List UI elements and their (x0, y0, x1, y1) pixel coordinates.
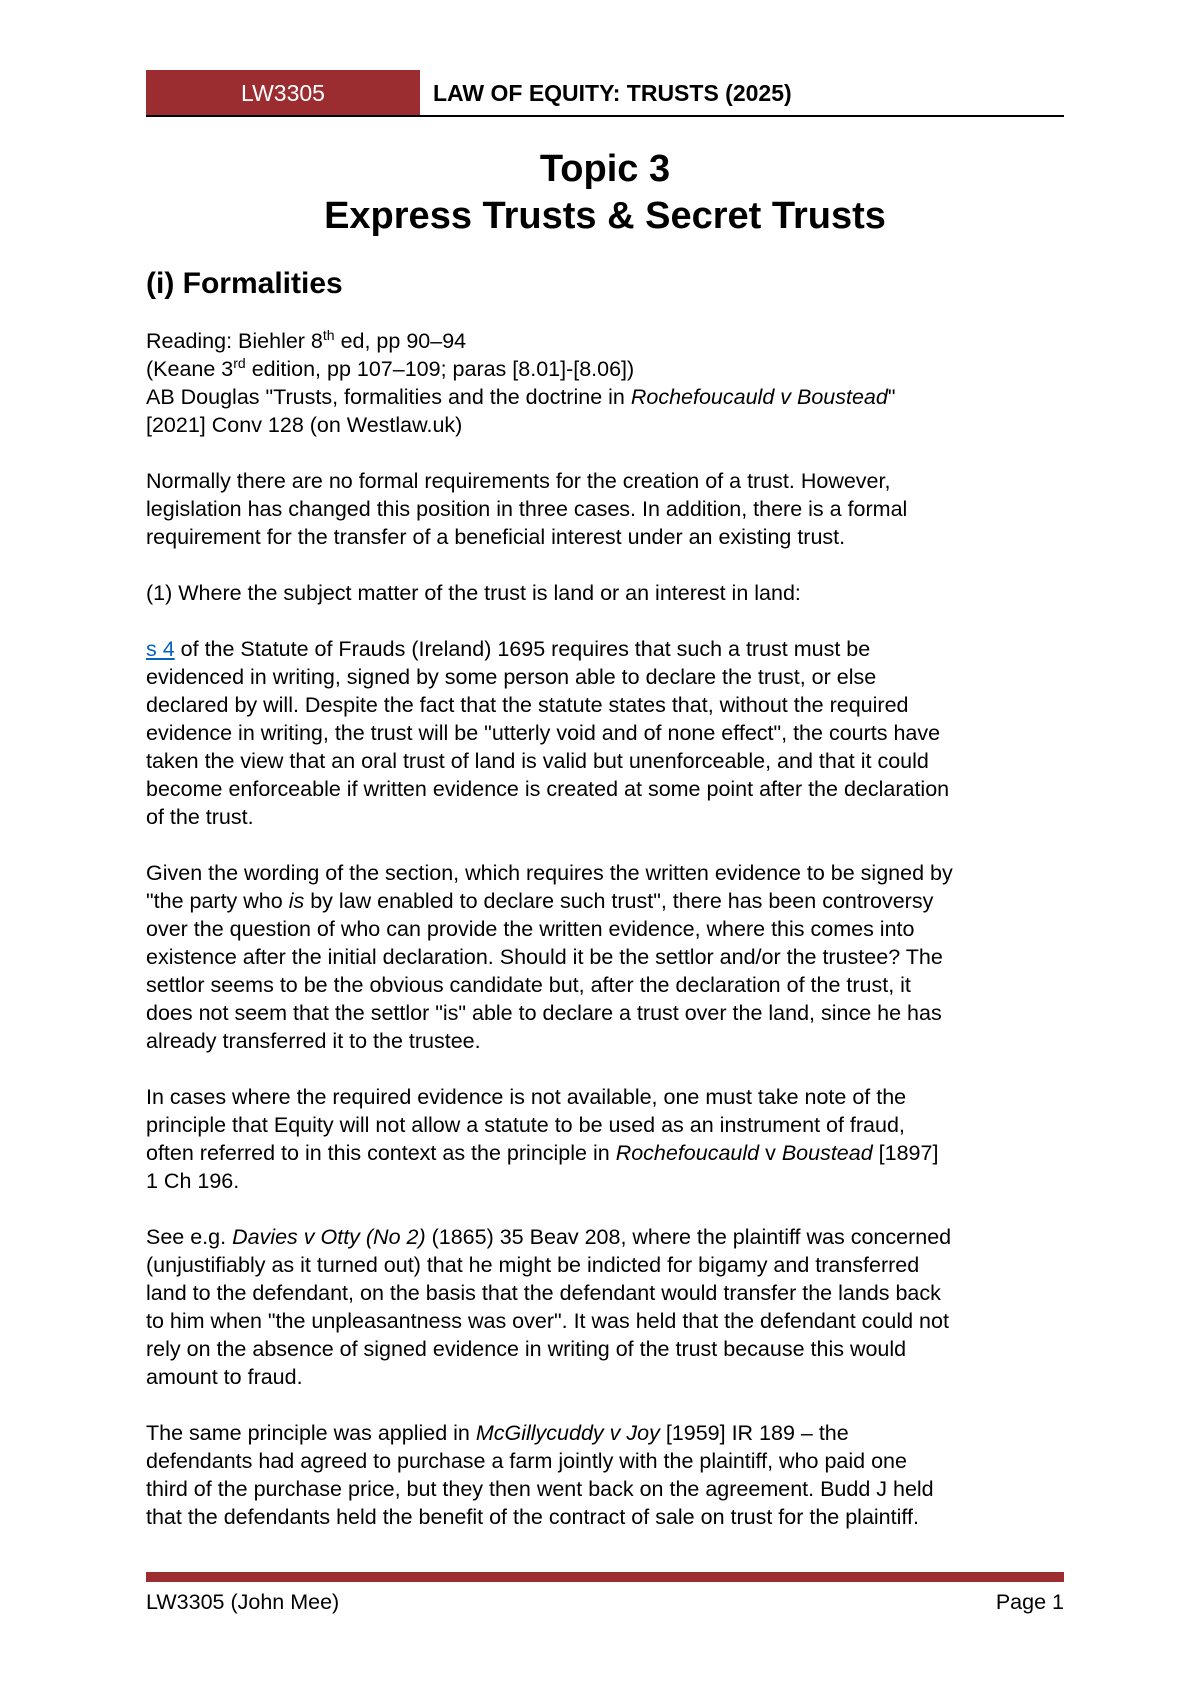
reading-line: AB Douglas "Trusts, formalities and the doctrine in Rochefoucauld v Boustead" (146, 385, 896, 409)
wording-paragraph: Given the wording of the section, which requires the written evidence to be signed by "the party who is by law enabled to declare such trust", there has been controversy over the question of who can provide the written evidence, where this comes into existence after the initial declaration. Should it be the settlor and/or the trustee? The settlor seems to be the obvious candidate but, after the declaration of the trust, it does not seem that the settlor "is" able to declare a trust over the land, since he has already transferred it to the trustee. (146, 861, 953, 1053)
document-body (146, 327, 1086, 1559)
mcgillycuddy-paragraph: The same principle was applied in McGillycuddy v Joy [1959] IR 189 – the defendants had agreed to purchase a farm jointly with the plaintiff, who paid one third of the purchase price, but they then went back on the agreement. Budd J held that the defendants held the benefit of the contract of sale on trust for the plaintiff. (146, 1421, 934, 1529)
footer-rule (146, 1572, 1064, 1582)
course-code-badge: LW3305 (146, 70, 420, 115)
case-heading-land: (1) Where the subject matter of the trust is land or an interest in land: (146, 581, 801, 605)
footer-author: LW3305 (John Mee) (146, 1590, 340, 1614)
document-title (146, 146, 1064, 240)
topic-number: Topic 3 (539, 148, 671, 190)
intro-paragraph: Normally there are no formal requirements for the creation of a trust. However, legislation has changed this position in three cases. In addition, there is a formal requirement for the transfer of a beneficial interest under an existing trust. (146, 469, 908, 549)
reading-list (146, 327, 1086, 439)
topic-title: Express Trusts & Secret Trusts (324, 195, 886, 237)
section-heading: (i) Formalities (146, 267, 343, 300)
reading-line: [2021] Conv 128 (on Westlaw.uk) (146, 413, 463, 437)
statute-link[interactable]: s 4 (146, 637, 175, 661)
davies-paragraph: See e.g. Davies v Otty (No 2) (1865) 35 Beav 208, where the plaintiff was concerned (unjustifiably as it turned out) that he might be indicted for bigamy and transferred land to the defendant, on the basis that the defendant would transfer the lands back to him when "the unpleasantness was over". It was held that the defendant could not rely on the absence of signed evidence in writing of the trust because this would amount to fraud. (146, 1225, 952, 1389)
course-title: LAW OF EQUITY: TRUSTS (2025) (433, 80, 792, 106)
reading-line: Reading: Biehler 8th ed, pp 90–94 (146, 326, 467, 353)
fraud-paragraph: In cases where the required evidence is not available, one must take note of the principle that Equity will not allow a statute to be used as an instrument of fraud, often referred to in this context as the principle in Rochefoucauld v Boustead [1897] 1 Ch 196. (146, 1085, 939, 1193)
page-number: Page 1 (995, 1590, 1064, 1614)
statute-paragraph: s 4 of the Statute of Frauds (Ireland) 1695 requires that such a trust must be evidenced in writing, signed by some person able to declare the trust, or else declared by will. Despite the fact that the statute states that, without the required evidence in writing, the trust will be "utterly void and of none effect", the courts have taken the view that an oral trust of land is valid but unenforceable, and that it could become enforceable if written evidence is created at some point after the declaration of the trust. (146, 637, 950, 829)
reading-line: (Keane 3rd edition, pp 107–109; paras [8.01]-[8.06]) (146, 354, 635, 381)
page-header (146, 70, 1064, 117)
